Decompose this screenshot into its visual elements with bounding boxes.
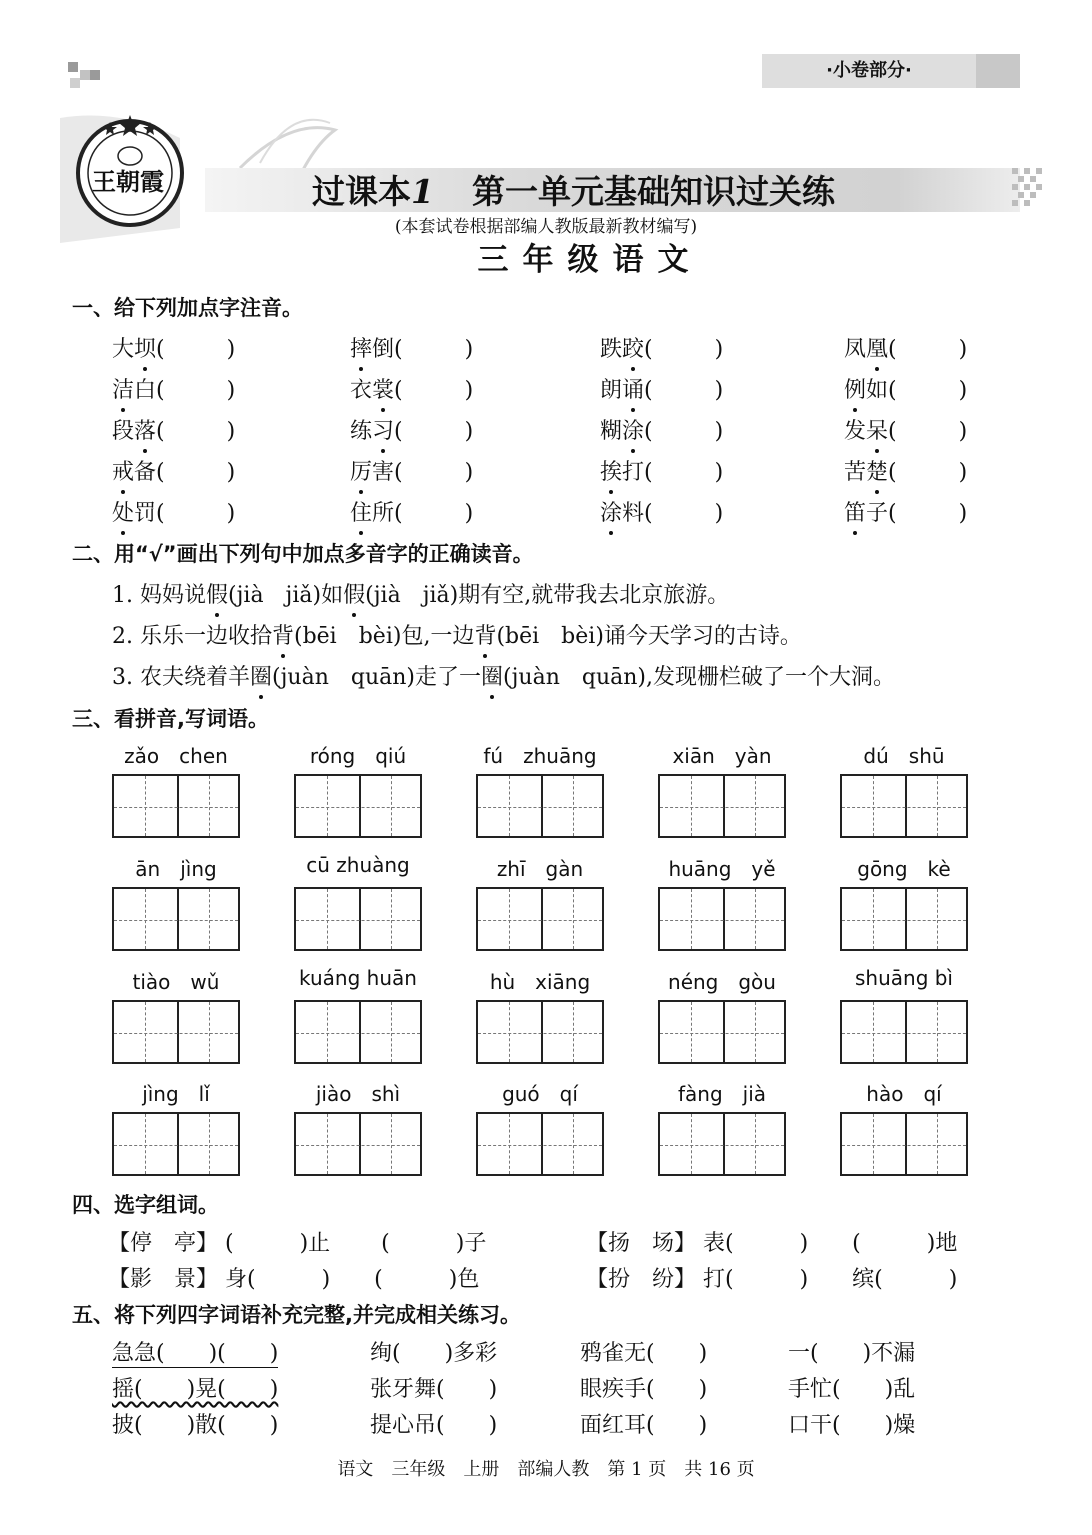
pinyin-label: zhī gàn	[496, 857, 584, 881]
annotate-item	[112, 414, 241, 445]
item-char: 凤	[844, 337, 867, 362]
item-char: 挨	[600, 455, 622, 486]
answer-blank[interactable]: ( )	[394, 337, 480, 362]
answer-blank[interactable]: ( )	[394, 419, 480, 444]
s5-item: 绚( )多彩	[370, 1341, 498, 1366]
pinyin-label: gōng kè	[857, 857, 951, 881]
section-1-heading: 一、给下列加点字注音。	[72, 296, 303, 320]
annotate-item	[600, 332, 729, 363]
pinyin-label: xiān yàn	[672, 744, 772, 768]
answer-blank[interactable]: ( )	[644, 460, 730, 485]
page-footer: 语文 三年级 上册 部编人教 第 1 页 共 16 页	[337, 1459, 755, 1480]
item-char: 裳	[372, 373, 394, 404]
answer-blank[interactable]: ( )	[888, 378, 974, 403]
s2-l3-dot1: 圈	[250, 660, 272, 691]
writing-grid[interactable]	[112, 1112, 240, 1176]
annotate-item	[112, 455, 241, 486]
subtitle: (本套试卷根据部编人教版最新教材编写)	[394, 217, 698, 237]
item-char: 如	[866, 378, 889, 403]
corner-decoration	[80, 70, 90, 80]
grade-title: 三年级语文	[477, 242, 703, 278]
answer-blank[interactable]: ( )	[644, 337, 730, 362]
dot-pattern	[1012, 168, 1052, 212]
s5-item: 披( )散( )	[112, 1413, 279, 1438]
writing-grid[interactable]	[658, 887, 786, 951]
pinyin-label: dú shū	[863, 744, 945, 768]
annotate-item	[600, 414, 729, 445]
answer-blank[interactable]: ( )	[644, 501, 730, 526]
item-char: 罚	[134, 501, 157, 526]
item-char: 诵	[622, 373, 644, 404]
answer-blank[interactable]: ( )	[888, 501, 974, 526]
item-char: 处	[112, 496, 134, 527]
item-char: 料	[622, 501, 645, 526]
s2-l1-b: (jià jiǎ)如	[228, 583, 344, 608]
answer-blank[interactable]: ( )	[156, 501, 242, 526]
writing-grid[interactable]	[294, 1112, 422, 1176]
pinyin-label: fú zhuāng	[483, 744, 597, 768]
writing-grid[interactable]	[840, 1000, 968, 1064]
item-char: 朗	[600, 378, 623, 403]
section-tag-label: ·小卷部分·	[826, 60, 912, 81]
item-char: 摔	[350, 332, 372, 363]
item-char: 跤	[622, 332, 644, 363]
annotate-item	[112, 332, 241, 363]
item-char: 发	[844, 419, 867, 444]
s2-l1-dot1: 假	[206, 578, 228, 609]
pinyin-label: tiào wǔ	[132, 970, 220, 994]
item-char: 落	[134, 414, 156, 445]
pinyin-label: huāng yě	[668, 857, 776, 881]
writing-grid[interactable]	[294, 887, 422, 951]
s4-row-2a: 【影 景】 身( ) ( )色	[108, 1267, 480, 1292]
pinyin-label: shuāng bì	[854, 966, 953, 990]
corner-decoration	[70, 78, 80, 88]
s5-item: 鸦雀无( )	[580, 1341, 708, 1366]
annotate-item	[112, 373, 241, 404]
annotate-item	[844, 332, 973, 363]
pinyin-label: kuáng huān	[299, 966, 417, 990]
item-char: 苦	[844, 460, 867, 485]
annotate-item	[600, 373, 729, 404]
s5-item: 一( )不漏	[788, 1341, 916, 1366]
item-char: 所	[372, 501, 395, 526]
answer-blank[interactable]: ( )	[888, 419, 974, 444]
title-main: 第一单元基础知识过关练	[471, 172, 835, 211]
item-char: 糊	[600, 419, 623, 444]
tag-end-block	[976, 54, 1020, 88]
answer-blank[interactable]: ( )	[156, 337, 242, 362]
answer-blank[interactable]: ( )	[644, 378, 730, 403]
annotate-item	[844, 496, 973, 527]
answer-blank[interactable]: ( )	[888, 337, 974, 362]
writing-grid[interactable]	[294, 774, 422, 838]
writing-grid[interactable]	[112, 887, 240, 951]
s2-l3-a: 3. 农夫绕着羊	[112, 665, 250, 690]
item-char: 凰	[866, 332, 888, 363]
writing-grid[interactable]	[112, 774, 240, 838]
item-char: 楚	[866, 455, 888, 486]
writing-grid[interactable]	[840, 774, 968, 838]
pinyin-label: hù xiāng	[489, 970, 591, 994]
item-char: 住	[350, 496, 372, 527]
item-char: 害	[372, 460, 395, 485]
annotate-item	[600, 455, 729, 486]
s5-item: 口干( )燥	[788, 1413, 916, 1438]
annotate-item	[350, 373, 479, 404]
pinyin-label: jìng lǐ	[142, 1082, 210, 1106]
item-char: 厉	[350, 455, 372, 486]
item-char: 涂	[600, 496, 622, 527]
logo-text: 王朝霞	[92, 167, 164, 196]
writing-grid[interactable]	[476, 1000, 604, 1064]
writing-grid[interactable]	[840, 887, 968, 951]
item-char: 段	[112, 419, 135, 444]
corner-decoration	[90, 70, 100, 80]
annotate-item	[350, 496, 479, 527]
s5-item: 张牙舞( )	[370, 1377, 498, 1402]
item-char: 衣	[350, 378, 373, 403]
s2-l1-c: (jià jiǎ)期有空,就带我去北京旅游。	[365, 583, 730, 608]
writing-grid[interactable]	[840, 1112, 968, 1176]
annotate-item	[844, 414, 973, 445]
pinyin-label: jiào shì	[315, 1082, 401, 1106]
s2-l2-a: 2. 乐乐一边收拾	[112, 624, 272, 649]
annotate-item	[844, 373, 973, 404]
item-char: 涂	[622, 414, 644, 445]
pinyin-label: néng gòu	[668, 970, 776, 994]
answer-blank[interactable]: ( )	[394, 501, 480, 526]
writing-grid[interactable]	[476, 1112, 604, 1176]
pinyin-label: guó qí	[502, 1082, 578, 1106]
item-char: 倒	[372, 337, 395, 362]
writing-grid[interactable]	[476, 774, 604, 838]
s5-item: 摇( )晃( )	[112, 1377, 279, 1402]
s2-l2-dot2: 背	[474, 619, 496, 650]
corner-decoration	[68, 62, 78, 72]
item-char: 坝	[134, 332, 156, 363]
annotate-item	[844, 455, 973, 486]
answer-blank[interactable]: ( )	[156, 378, 242, 403]
answer-blank[interactable]: ( )	[394, 460, 480, 485]
s5-item: 提心吊( )	[370, 1413, 498, 1438]
answer-blank[interactable]: ( )	[394, 378, 480, 403]
s2-l2-b: (bēi bèi)包,一边	[294, 624, 475, 649]
s5-item: 面红耳( )	[580, 1413, 708, 1438]
pinyin-label: róng qiú	[309, 744, 407, 768]
pinyin-label: cū zhuàng	[306, 853, 410, 877]
item-char: 大	[112, 337, 135, 362]
item-char: 子	[866, 501, 889, 526]
item-char: 戒	[112, 455, 134, 486]
s2-l3-dot2: 圈	[481, 660, 503, 691]
s2-line-2	[112, 619, 802, 650]
section-2-heading: 二、用“√”画出下列句中加点多音字的正确读音。	[72, 542, 534, 566]
annotate-item	[350, 455, 479, 486]
item-char: 练	[350, 419, 373, 444]
title-prefix: 过课本	[312, 172, 411, 211]
s2-line-1	[112, 578, 729, 609]
item-char: 备	[134, 460, 157, 485]
s5-item: 急急( )( )	[112, 1336, 278, 1368]
s2-l3-c: (juàn quān),发现栅栏破了一个大洞。	[503, 665, 895, 690]
pinyin-label: hào qí	[866, 1082, 942, 1106]
s2-line-3	[112, 660, 895, 691]
item-char: 习	[372, 414, 394, 445]
annotate-item	[350, 332, 479, 363]
pinyin-label: zǎo chen	[124, 744, 228, 768]
title-number: 1	[411, 172, 434, 211]
s4-row-1a: 【停 亭】 ( )止 ( )子	[108, 1231, 487, 1256]
writing-grid[interactable]	[658, 1000, 786, 1064]
s4-row-2b: 【扮 纷】 打( ) 缤( )	[586, 1267, 958, 1292]
section-4-heading: 四、选字组词。	[72, 1193, 219, 1217]
item-char: 跌	[600, 337, 623, 362]
answer-blank[interactable]: ( )	[644, 419, 730, 444]
s4-row-1b: 【扬 场】 表( ) ( )地	[586, 1231, 958, 1256]
s2-l2-dot1: 背	[272, 619, 294, 650]
answer-blank[interactable]: ( )	[156, 419, 242, 444]
pinyin-label: fàng jià	[677, 1082, 767, 1106]
s5-item: 手忙( )乱	[788, 1377, 916, 1402]
pinyin-label: ān jìng	[135, 857, 217, 881]
annotate-item	[350, 414, 479, 445]
annotate-item	[112, 496, 241, 527]
writing-grid[interactable]	[294, 1000, 422, 1064]
item-char: 白	[134, 378, 157, 403]
writing-grid[interactable]	[658, 1112, 786, 1176]
section-3-heading: 三、看拼音,写词语。	[72, 707, 269, 731]
annotate-item	[600, 496, 729, 527]
item-char: 洁	[112, 373, 134, 404]
section-tag	[762, 54, 1020, 88]
section-5-heading: 五、将下列四字词语补充完整,并完成相关练习。	[72, 1303, 521, 1327]
writing-grid[interactable]	[476, 887, 604, 951]
page-title	[312, 166, 835, 213]
s2-l2-c: (bēi bèi)诵今天学习的古诗。	[496, 624, 802, 649]
answer-blank[interactable]: ( )	[888, 460, 974, 485]
s2-l3-b: (juàn quān)走了一	[272, 665, 481, 690]
writing-grid[interactable]	[658, 774, 786, 838]
s2-l1-a: 1. 妈妈说	[112, 583, 206, 608]
item-char: 呆	[866, 414, 888, 445]
answer-blank[interactable]: ( )	[156, 460, 242, 485]
item-char: 笛	[844, 496, 866, 527]
s2-l1-dot2: 假	[343, 578, 365, 609]
s5-item: 眼疾手( )	[580, 1377, 708, 1402]
writing-grid[interactable]	[112, 1000, 240, 1064]
item-char: 例	[844, 373, 866, 404]
item-char: 打	[622, 460, 645, 485]
